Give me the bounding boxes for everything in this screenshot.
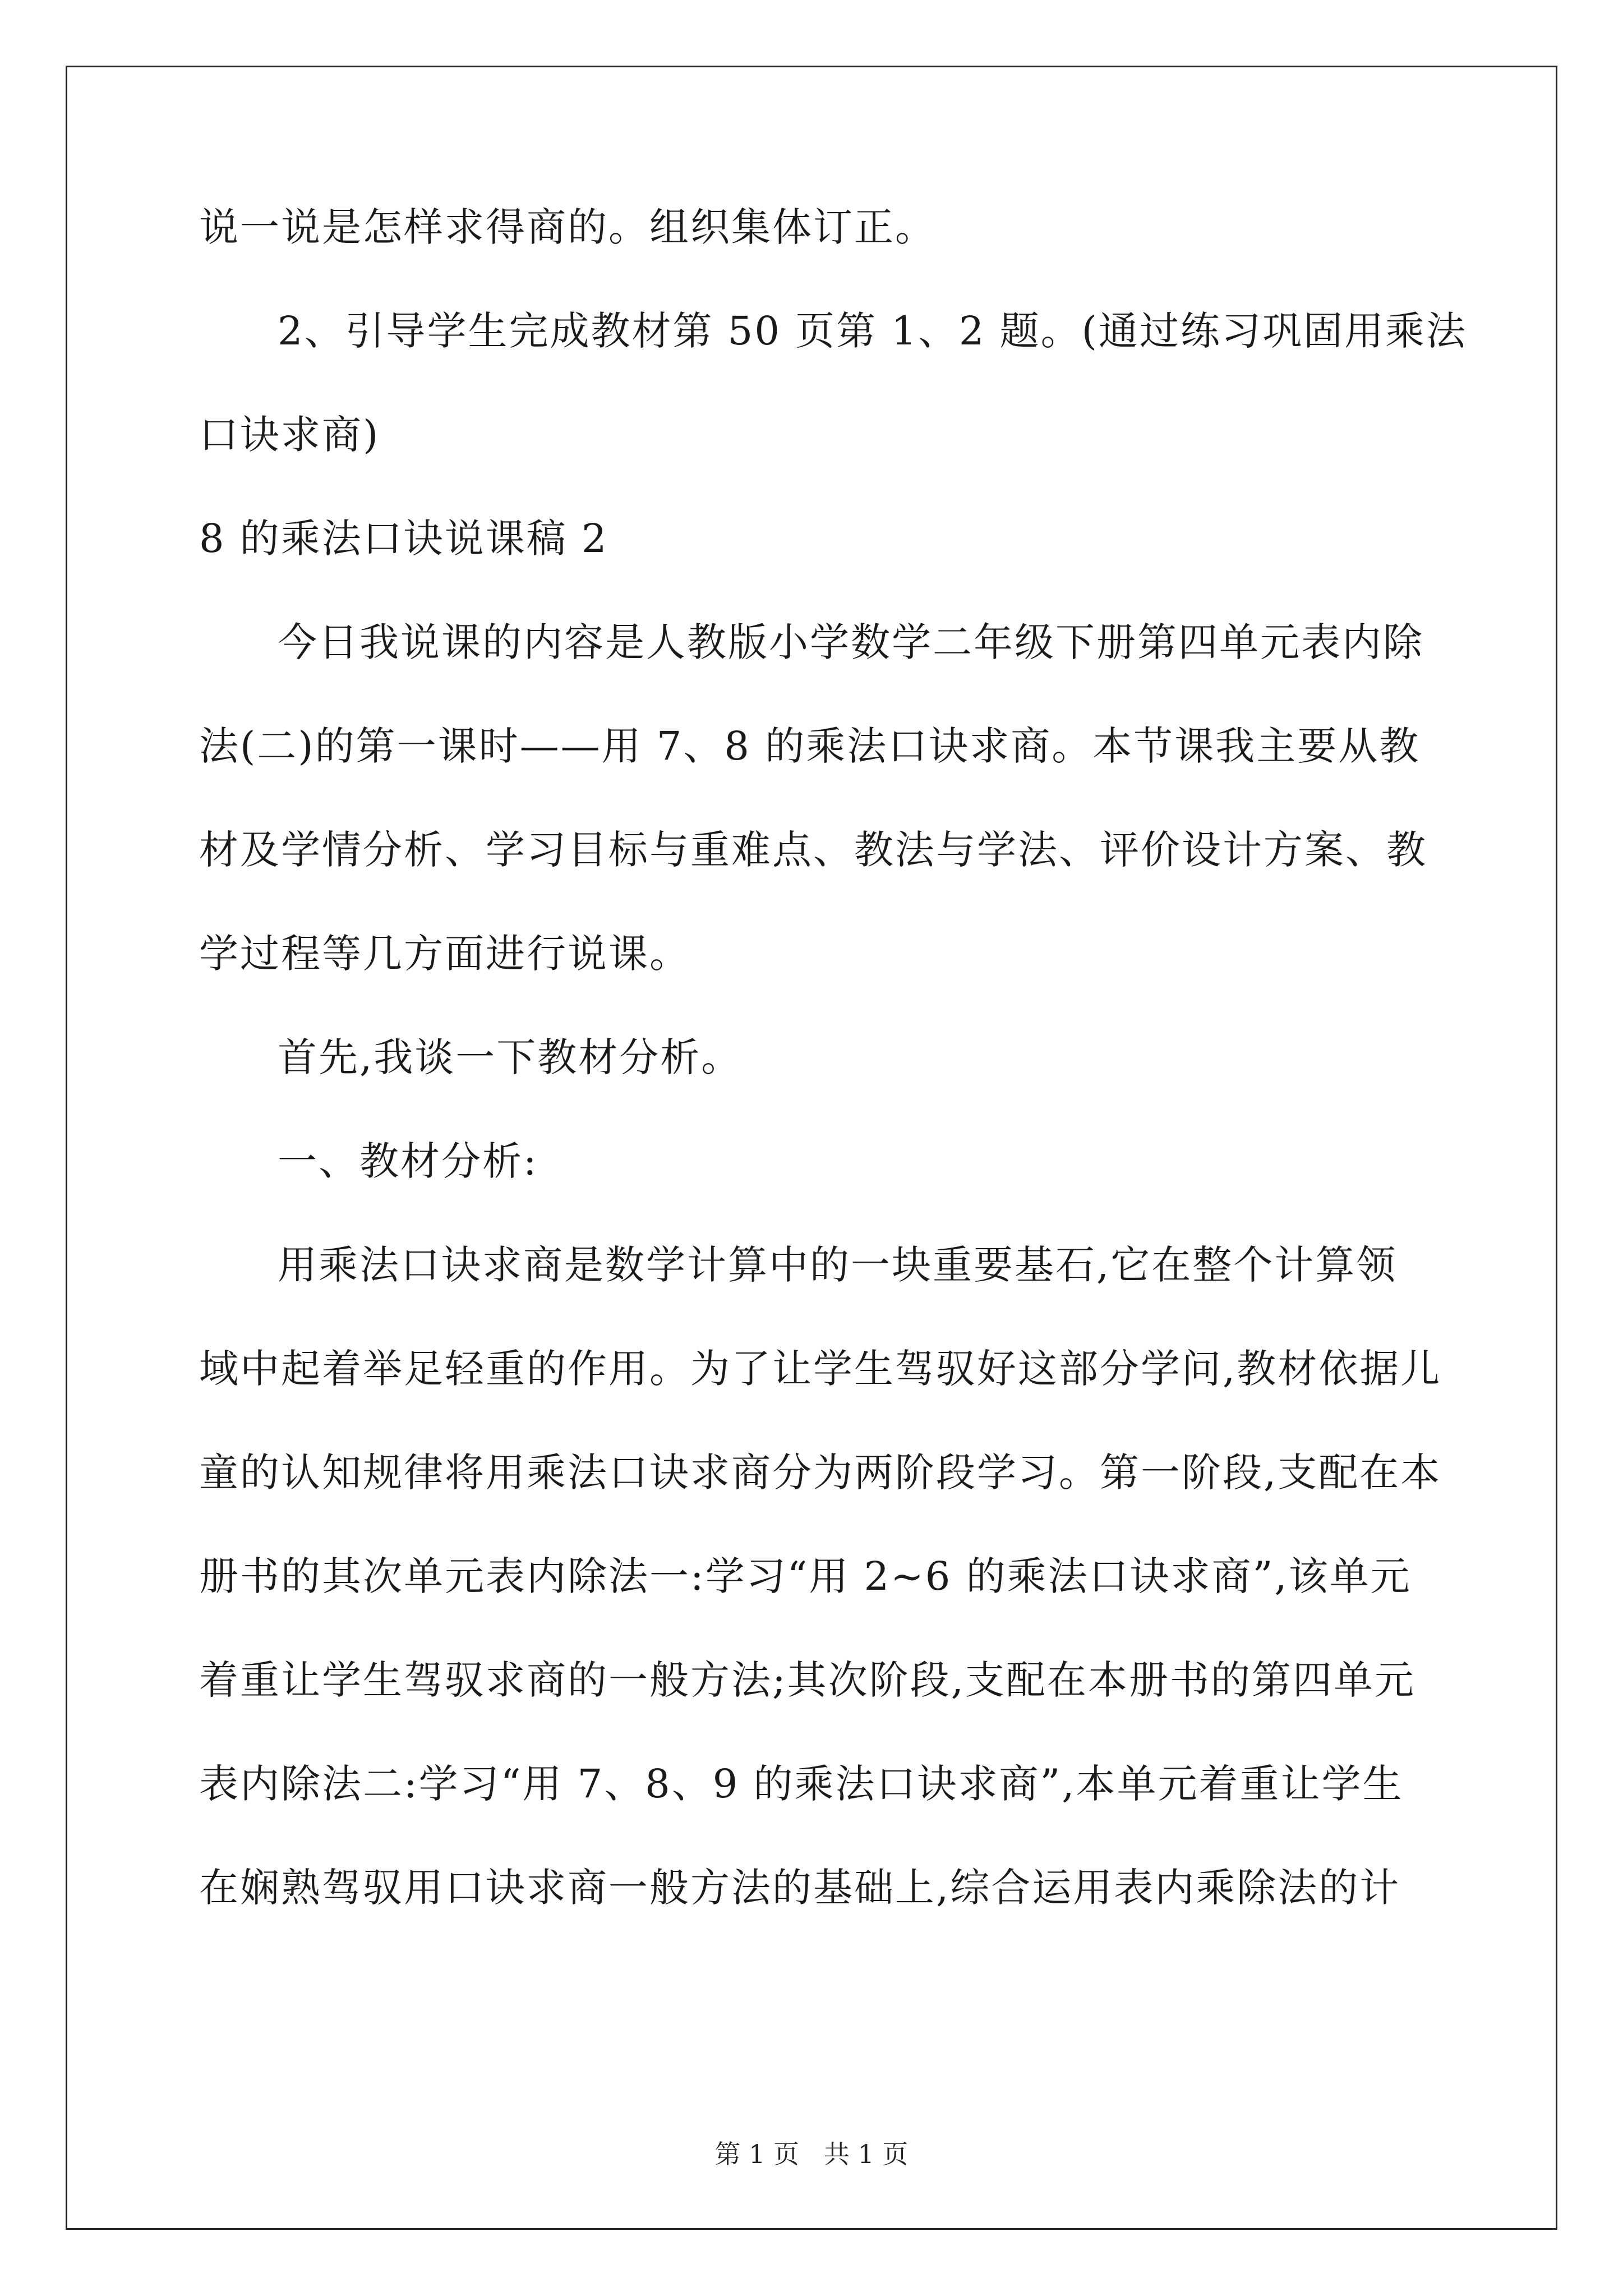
text-line: 今日我说课的内容是人教版小学数学二年级下册第四单元表内除 (278, 619, 1424, 665)
text-line: 用乘法口诀求商是数学计算中的一块重要基石,它在整个计算领 (278, 1242, 1398, 1288)
page-footer: 第 1 页 共 1 页 (714, 2139, 909, 2169)
text-line: 册书的其次单元表内除法一:学习“用 2~6 的乘法口诀求商”,该单元 (199, 1553, 1412, 1599)
text-line: 说一说是怎样求得商的。组织集体订正。 (199, 204, 936, 250)
text-line: 表内除法二:学习“用 7、8、9 的乘法口诀求商”,本单元着重让学生 (199, 1761, 1404, 1807)
text-line: 在娴熟驾驭用口诀求商一般方法的基础上,综合运用表内乘除法的计 (199, 1865, 1401, 1911)
section-heading: 8 的乘法口诀说课稿 2 (199, 516, 608, 562)
text-line: 口诀求商) (199, 412, 380, 458)
text-line: 域中起着举足轻重的作用。为了让学生驾驭好这部分学问,教材依据儿 (199, 1346, 1442, 1392)
subsection-heading: 一、教材分析: (278, 1138, 538, 1184)
text-line: 学过程等几方面进行说课。 (199, 931, 690, 977)
text-line: 首先,我谈一下教材分析。 (278, 1034, 743, 1080)
text-line: 着重让学生驾驭求商的一般方法;其次阶段,支配在本册书的第四单元 (199, 1657, 1415, 1703)
text-line: 童的认知规律将用乘法口诀求商分为两阶段学习。第一阶段,支配在本 (199, 1450, 1442, 1496)
text-line: 材及学情分析、学习目标与重难点、教法与学法、评价设计方案、教 (199, 827, 1427, 873)
text-line: 2、引导学生完成教材第 50 页第 1、2 题。(通过练习巩固用乘法 (278, 308, 1467, 354)
text-line: 法(二)的第一课时——用 7、8 的乘法口诀求商。本节课我主要从教 (199, 723, 1421, 769)
